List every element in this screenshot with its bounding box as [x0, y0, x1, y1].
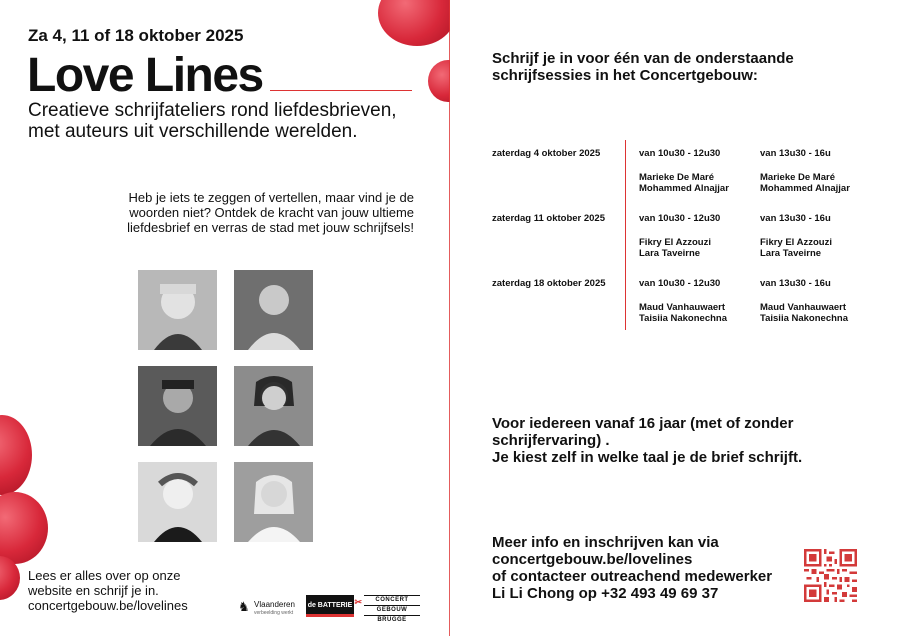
author-name: Maud Vanhauwaert — [760, 302, 847, 313]
website-reference — [28, 568, 188, 613]
concertgebouw-logo: CONCERT GEBOUW BRUGGE — [364, 594, 420, 620]
author-name: Maud Vanhauwaert — [639, 302, 726, 313]
author-name: Lara Taveirne — [639, 248, 701, 259]
info-line: Meer info en inschrijven kan via — [492, 534, 719, 551]
author-name: Mohammed Alnajjar — [760, 183, 850, 194]
lion-icon: ♞ — [238, 599, 250, 614]
page-title: Love Lines — [27, 49, 263, 102]
author-photo — [234, 462, 313, 542]
author-photo — [234, 270, 313, 350]
session-morning — [639, 278, 759, 324]
author-name: Lara Taveirne — [760, 248, 822, 259]
partner-logos — [238, 592, 428, 622]
author-name: Fikry El Azzouzi — [760, 237, 832, 248]
session-afternoon — [760, 213, 880, 259]
footer-line: website en schrijf je in. — [28, 583, 159, 598]
author-name: Mohammed Alnajjar — [639, 183, 729, 194]
session-time: van 10u30 - 12u30 — [639, 278, 721, 289]
balloon-decoration — [0, 415, 32, 495]
author-name: Taisiia Nakonechna — [639, 313, 727, 324]
session-time: van 10u30 - 12u30 — [639, 148, 721, 159]
author-photo — [234, 366, 313, 446]
day-date: zaterdag 4 oktober 2025 — [492, 148, 601, 159]
note-line: Voor iedereen vanaf 16 jaar (met of zonder — [492, 415, 794, 432]
vlaanderen-logo: ♞ Vlaanderen verbeelding werkt — [238, 599, 295, 616]
session-schedule — [492, 140, 872, 330]
session-afternoon — [760, 278, 880, 324]
scissors-icon: ✂ — [354, 597, 362, 607]
author-photo — [138, 366, 217, 446]
day-date: zaterdag 18 oktober 2025 — [492, 278, 606, 289]
session-time: van 13u30 - 16u — [760, 213, 831, 224]
author-photo — [138, 462, 217, 542]
session-morning — [639, 148, 759, 194]
day-date: zaterdag 11 oktober 2025 — [492, 213, 605, 224]
balloon-decoration — [378, 0, 450, 46]
info-line: of contacteer outreachend medewerker — [492, 568, 773, 585]
event-dates: Za 4, 11 of 18 oktober 2025 — [28, 26, 244, 45]
info-url[interactable]: concertgebouw.be/lovelines — [492, 551, 693, 568]
qr-code-icon[interactable] — [804, 549, 857, 602]
author-photo — [138, 270, 217, 350]
title-divider — [270, 90, 412, 91]
session-time: van 13u30 - 16u — [760, 148, 831, 159]
contact-phone: Li Li Chong op +32 493 49 69 37 — [492, 585, 719, 602]
author-name: Fikry El Azzouzi — [639, 237, 711, 248]
schedule-day — [492, 205, 872, 265]
note-line: schrijfervaring) . — [492, 432, 610, 449]
footer-line: Lees er alles over op onze — [28, 568, 181, 583]
contact-info — [492, 534, 812, 602]
intro-text: Heb je iets te zeggen of vertellen, maar vind je de woorden niet? Ontdek de kracht van jouw ultieme liefdesbrief en verras de stad met jouw schrijfsels! — [127, 190, 414, 235]
registration-heading: Schrijf je in voor één van de onderstaande schrijfsessies in het Concertgebouw: — [492, 50, 794, 84]
author-name: Taisiia Nakonechna — [760, 313, 848, 324]
author-name: Marieke De Maré — [639, 172, 714, 183]
session-morning — [639, 213, 759, 259]
schedule-day — [492, 270, 872, 330]
author-name: Marieke De Maré — [760, 172, 835, 183]
audience-note — [492, 415, 832, 466]
batterie-logo: de BATTERIE ✂ — [306, 595, 354, 617]
footer-url[interactable]: concertgebouw.be/lovelines — [28, 598, 188, 613]
balloon-decoration — [0, 492, 48, 564]
session-time: van 10u30 - 12u30 — [639, 213, 721, 224]
subtitle: Creatieve schrijfateliers rond liefdesbrieven, met auteurs uit verschillende werelden. — [28, 100, 397, 142]
session-afternoon — [760, 148, 880, 194]
schedule-day — [492, 140, 872, 200]
session-time: van 13u30 - 16u — [760, 278, 831, 289]
right-page — [450, 0, 900, 636]
note-line: Je kiest zelf in welke taal je de brief schrijft. — [492, 449, 803, 466]
balloon-decoration — [428, 60, 450, 102]
